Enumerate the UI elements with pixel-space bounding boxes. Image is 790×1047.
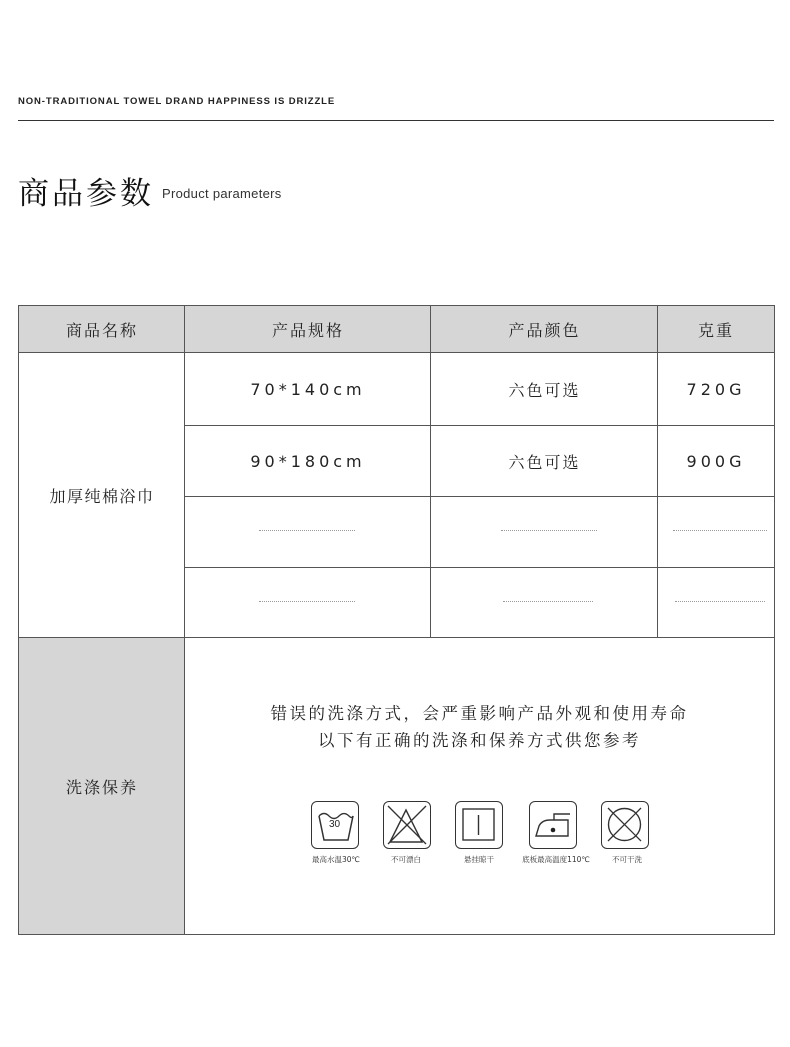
row1-spec: 70*140cm [250, 379, 366, 399]
iron-label: 底板最高温度110℃ [522, 855, 590, 864]
hang-dry-label: 悬挂晾干 [464, 855, 494, 864]
tagline: NON-TRADITIONAL TOWEL DRAND HAPPINESS IS DRIZZLE [18, 96, 336, 107]
no-dry-clean-icon [601, 801, 649, 849]
grid-line [19, 352, 774, 353]
row4-color-placeholder [503, 601, 593, 602]
row4-spec-placeholder [259, 601, 355, 602]
grid-line [185, 567, 774, 568]
header-spec: 产品规格 [185, 306, 431, 353]
row3-color-placeholder [501, 530, 597, 531]
grid-line [19, 637, 774, 638]
row2-weight: 900G [686, 451, 746, 471]
header-product-name: 商品名称 [19, 306, 185, 353]
page-title: 商品参数 [18, 176, 154, 212]
hang-dry-icon [455, 801, 503, 849]
care-warning-line1: 错误的洗涤方式，会严重影响产品外观和使用寿命 [270, 704, 689, 723]
grid-line [185, 425, 774, 426]
row1-color: 六色可选 [508, 380, 581, 400]
care-label-cell: 洗涤保养 [19, 638, 185, 934]
grid-line [184, 306, 185, 934]
wash-30-icon [311, 801, 359, 849]
row2-spec: 90*180cm [250, 451, 366, 471]
no-bleach-icon [383, 801, 431, 849]
row1-weight: 720G [686, 379, 746, 399]
wash-30-label: 最高水温30℃ [312, 855, 360, 864]
no-dry-clean-label: 不可干洗 [612, 855, 642, 864]
header-color: 产品颜色 [431, 306, 658, 353]
row3-weight-placeholder [673, 530, 767, 531]
row4-weight-placeholder [675, 601, 765, 602]
care-warning-line2: 以下有正确的洗涤和保养方式供您参考 [318, 731, 641, 750]
row3-spec-placeholder [259, 530, 355, 531]
wash-temp-number: 30 [328, 819, 341, 830]
no-bleach-label: 不可漂白 [391, 855, 421, 864]
grid-line [185, 496, 774, 497]
header-divider [18, 120, 774, 121]
iron-icon [529, 801, 577, 849]
header-weight: 克重 [658, 306, 774, 353]
grid-line [430, 306, 431, 638]
product-name-cell: 加厚纯棉浴巾 [49, 487, 155, 506]
page-subtitle: Product parameters [162, 186, 282, 201]
row2-color: 六色可选 [508, 452, 581, 472]
parameters-table [18, 305, 775, 935]
grid-line [657, 306, 658, 638]
